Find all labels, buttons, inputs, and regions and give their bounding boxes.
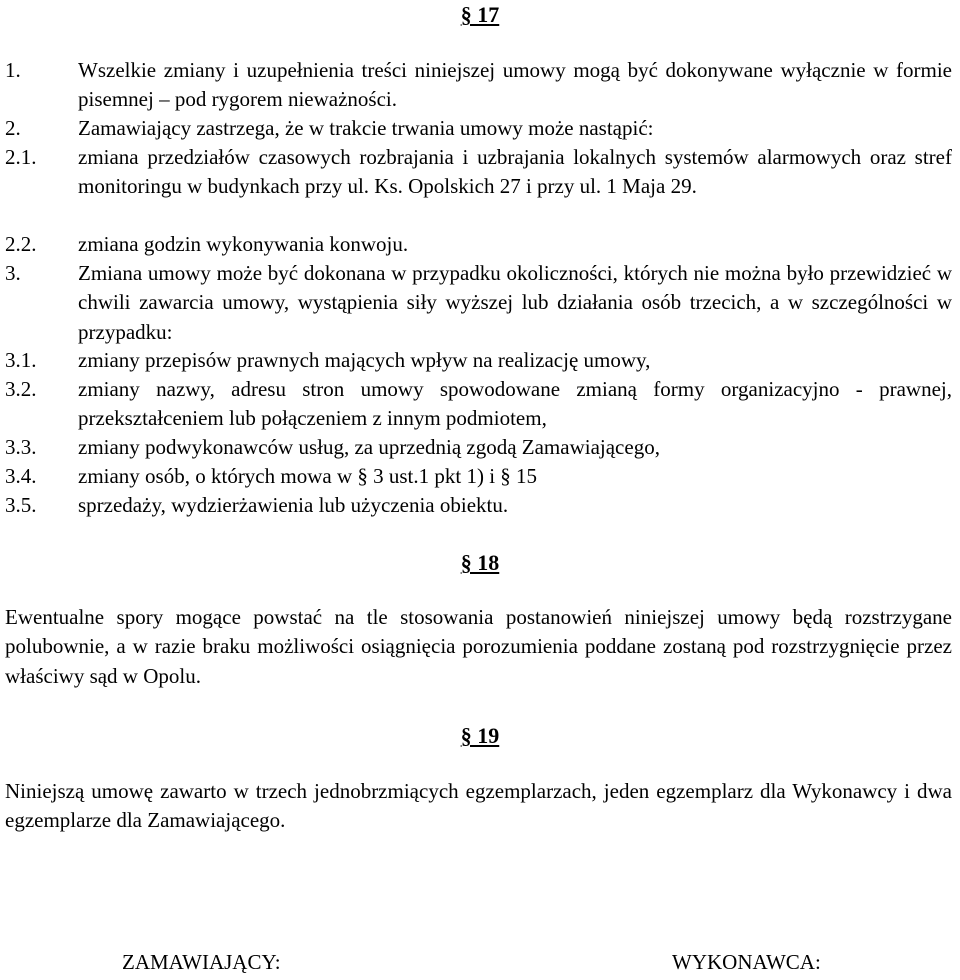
item-number: 2.1.	[5, 145, 37, 169]
item-number: 3.	[5, 261, 21, 285]
list-item	[5, 433, 952, 462]
item-number: 2.2.	[5, 232, 37, 256]
list-item	[5, 114, 952, 143]
list-item	[5, 56, 952, 115]
list-item	[5, 346, 952, 375]
section-18-paragraph: Ewentualne spory mogące powstać na tle stosowania postanowień niniejszej umowy będą rozstrzygane polubownie, a w razie braku możliwości osiągnięcia porozumienia poddane zostaną pod rozstrzygnięcie przez właściwy sąd w Opolu.	[5, 605, 952, 688]
item-number: 3.4.	[5, 464, 37, 488]
item-text: Zmiana umowy może być dokonana w przypadku okoliczności, których nie można było przewidzieć w chwili zawarcia umowy, wystąpienia siły wyższej lub działania osób trzecich, a w szczególności w przypadku:	[78, 261, 952, 344]
section-17-heading: § 17	[460, 2, 500, 27]
signature-label-zamawiajacy: ZAMAWIAJĄCY:	[122, 950, 281, 974]
item-number: 3.1.	[5, 348, 37, 372]
list-item	[5, 230, 952, 259]
section-19-paragraph: Niniejszą umowę zawarto w trzech jednobrzmiących egzemplarzach, jeden egzemplarz dla Wykonawcy i dwa egzemplarze dla Zamawiającego.	[5, 779, 952, 833]
list-item	[5, 259, 952, 347]
item-number: 1.	[5, 58, 21, 82]
list-item	[5, 375, 952, 434]
list-item	[5, 462, 952, 491]
list-item	[5, 143, 952, 202]
item-number: 3.3.	[5, 435, 37, 459]
item-text: zmiana przedziałów czasowych rozbrajania i uzbrajania lokalnych systemów alarmowych oraz stref monitoringu w budynkach przy ul. Ks. Opolskich 27 i przy ul. 1 Maja 29.	[78, 145, 952, 199]
item-text: zmiana godzin wykonywania konwoju.	[78, 232, 409, 256]
signature-label-wykonawca: WYKONAWCA:	[672, 950, 821, 974]
item-number: 3.5.	[5, 493, 37, 517]
item-text: Zamawiający zastrzega, że w trakcie trwania umowy może nastąpić:	[78, 116, 654, 140]
section-19-heading: § 19	[460, 723, 500, 748]
item-text: zmiany podwykonawców usług, za uprzednią zgodą Zamawiającego,	[78, 435, 660, 459]
section-18-heading: § 18	[460, 550, 500, 575]
item-text: zmiany przepisów prawnych mających wpływ na realizację umowy,	[78, 348, 651, 372]
item-text: zmiany osób, o których mowa w § 3 ust.1 pkt 1) i § 15	[78, 464, 538, 488]
list-item	[5, 491, 952, 520]
item-text: zmiany nazwy, adresu stron umowy spowodowane zmianą formy organizacyjno - prawnej, przekształceniem lub połączeniem z innym podmiotem,	[78, 377, 952, 431]
item-text: sprzedaży, wydzierżawienia lub użyczenia obiektu.	[78, 493, 509, 517]
item-text: Wszelkie zmiany i uzupełnienia treści niniejszej umowy mogą być dokonywane wyłącznie w formie pisemnej – pod rygorem nieważności.	[78, 58, 952, 112]
item-number: 2.	[5, 116, 21, 140]
item-number: 3.2.	[5, 377, 37, 401]
